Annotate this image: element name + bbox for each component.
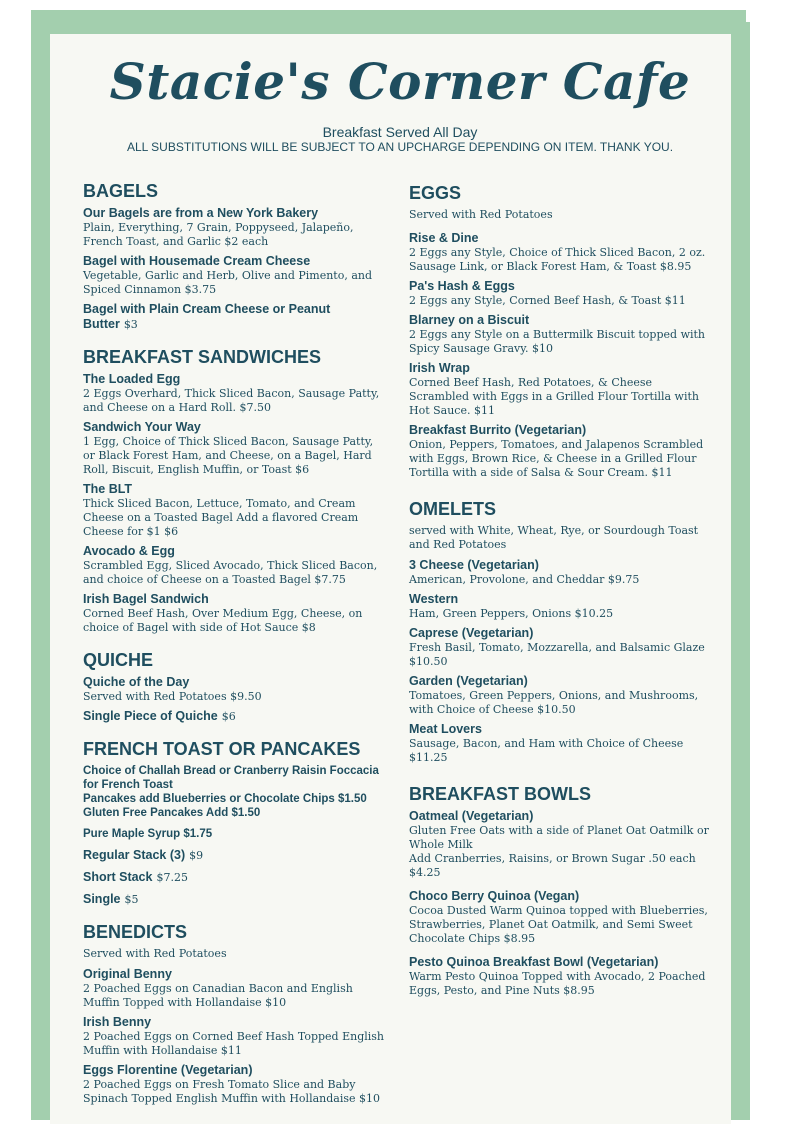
menu-item (409, 592, 709, 621)
section-title: QUICHE (83, 650, 154, 670)
section-title: BENEDICTS (83, 922, 188, 942)
item-desc: Sausage, Bacon, and Ham with Choice of Cheese $11.25 (409, 737, 684, 764)
french-toast-note: Pancakes add Blueberries or Chocolate Chips $1.50 (83, 793, 367, 805)
menu-item (409, 674, 709, 717)
item-name: Oatmeal (Vegetarian) (409, 809, 534, 823)
item-name: Irish Benny (83, 1015, 152, 1029)
substitution-notice: ALL SUBSTITUTIONS WILL BE SUBJECT TO AN UPCHARGE DEPENDING ON ITEM. THANK YOU. (126, 140, 674, 154)
item-name: Pesto Quinoa Breakfast Bowl (Vegetarian) (409, 955, 659, 969)
left-column (83, 180, 388, 1120)
item-name: 3 Cheese (Vegetarian) (409, 558, 539, 572)
section-breakfast-bowls (409, 783, 709, 998)
item-desc: Thick Sliced Bacon, Lettuce, Tomato, and Cream Cheese on a Toasted Bagel Add a flavored Cream Cheese for $1 $6 (83, 497, 359, 538)
item-name-text: Short Stack (83, 870, 153, 884)
section-title: BAGELS (83, 181, 159, 201)
item-desc: Fresh Basil, Tomato, Mozzarella, and Balsamic Glaze $10.50 (409, 641, 705, 668)
item-name: Rise & Dine (409, 231, 479, 245)
menu-item (83, 675, 388, 704)
menu-item (83, 592, 388, 635)
item-desc: 2 Poached Eggs on Fresh Tomato Slice and Baby Spinach Topped English Muffin with Hollandaise $10 (83, 1078, 380, 1105)
item-name: Western (409, 592, 459, 606)
menu-item (83, 254, 388, 297)
item-desc: Warm Pesto Quinoa Topped with Avocado, 2 Poached Eggs, Pesto, and Pine Nuts $8.95 (409, 970, 706, 997)
item-desc: 2 Eggs Overhard, Thick Sliced Bacon, Sausage Patty, and Cheese on a Hard Roll. $7.50 (83, 387, 380, 414)
item-desc: 2 Eggs any Style on a Buttermilk Biscuit topped with Spicy Sausage Gravy. $10 (409, 328, 706, 355)
menu-item (83, 1015, 388, 1058)
item-name: Eggs Florentine (Vegetarian) (83, 1063, 253, 1077)
right-column (409, 182, 709, 1012)
item-price: $9 (189, 849, 204, 862)
cafe-title: Stacie's Corner Cafe (109, 52, 691, 111)
menu-item (409, 313, 709, 356)
item-name: Caprese (Vegetarian) (409, 626, 534, 640)
menu-item (83, 420, 388, 477)
item-name: Choco Berry Quinoa (Vegan) (409, 889, 580, 903)
section-breakfast-sandwiches (83, 346, 388, 635)
menu-item (83, 709, 388, 724)
item-name: Breakfast Burrito (Vegetarian) (409, 423, 587, 437)
section-title: EGGS (409, 183, 462, 203)
item-name-text: Single Piece of Quiche (83, 709, 218, 723)
menu-item (83, 372, 388, 415)
menu-item (83, 544, 388, 587)
item-desc: Ham, Green Peppers, Onions $10.25 (409, 607, 614, 620)
item-desc: 2 Eggs any Style, Choice of Thick Sliced Bacon, 2 oz. Sausage Link, or Black Forest Ham, & Toast $8.95 (409, 246, 706, 273)
item-name (83, 709, 388, 724)
item-name: Bagel with Housemade Cream Cheese (83, 254, 311, 268)
menu-item (409, 809, 709, 880)
french-toast-note: Gluten Free Pancakes Add $1.50 (83, 807, 261, 819)
item-name: Avocado & Egg (83, 544, 175, 558)
menu-item (83, 967, 388, 1010)
item-name: The Loaded Egg (83, 372, 181, 386)
item-name: Irish Wrap (409, 361, 470, 375)
menu-item (83, 1063, 388, 1106)
item-desc: Served with Red Potatoes $9.50 (83, 690, 262, 703)
menu-item (409, 361, 709, 418)
menu-item (83, 870, 388, 885)
item-name: Meat Lovers (409, 722, 482, 736)
item-desc: Gluten Free Oats with a side of Planet Oat Oatmilk or Whole Milk (409, 824, 709, 851)
section-french-toast (83, 738, 388, 907)
syrup-addon: Pure Maple Syrup $1.75 (83, 828, 213, 840)
section-note: Served with Red Potatoes (409, 208, 553, 221)
menu-item (83, 482, 388, 539)
section-title: FRENCH TOAST OR PANCAKES (83, 739, 361, 759)
section-title: BREAKFAST BOWLS (409, 784, 591, 804)
item-name: Sandwich Your Way (83, 420, 201, 434)
border-notch (746, 10, 754, 22)
item-name: Original Benny (83, 967, 172, 981)
section-omelets (409, 498, 709, 765)
item-desc: Plain, Everything, 7 Grain, Poppyseed, Jalapeño, French Toast, and Garlic $2 each (83, 221, 354, 248)
item-desc: Onion, Peppers, Tomatoes, and Jalapenos Scrambled with Eggs, Brown Rice, & Cheese in a Grilled Flour Tortilla with a side of Salsa & Sour Cream. $11 (409, 438, 704, 479)
item-desc: Cocoa Dusted Warm Quinoa topped with Blueberries, Strawberries, Planet Oat Oatmilk, and Semi Sweet Chocolate Chips $8.95 (409, 904, 708, 945)
item-name: Our Bagels are from a New York Bakery (83, 206, 319, 220)
section-title: BREAKFAST SANDWICHES (83, 347, 322, 367)
menu-item (409, 423, 709, 480)
item-price: $7.25 (156, 871, 188, 884)
item-name-text: Bagel with Plain Cream Cheese or Peanut Butter (83, 302, 331, 331)
item-price: $3 (123, 318, 138, 331)
menu-item (83, 848, 388, 863)
item-desc: Vegetable, Garlic and Herb, Olive and Pimento, and Spiced Cinnamon $3.75 (83, 269, 373, 296)
menu-item (83, 206, 388, 249)
item-name: Blarney on a Biscuit (409, 313, 530, 327)
item-desc: 2 Eggs any Style, Corned Beef Hash, & Toast $11 (409, 294, 686, 307)
item-name: Garden (Vegetarian) (409, 674, 528, 688)
item-name-text: Regular Stack (3) (83, 848, 186, 862)
item-name (83, 302, 388, 332)
item-desc: Scrambled Egg, Sliced Avocado, Thick Sliced Bacon, and choice of Cheese on a Toasted Bagel $7.75 (83, 559, 378, 586)
item-name-text: Single (83, 892, 121, 906)
item-price: $6 (221, 710, 236, 723)
item-desc: Corned Beef Hash, Red Potatoes, & Cheese Scrambled with Eggs in a Grilled Flour Tortilla with Hot Sauce. $11 (409, 376, 699, 417)
menu-item (409, 889, 709, 946)
menu-item (409, 279, 709, 308)
menu-item (409, 955, 709, 998)
item-name: The BLT (83, 482, 133, 496)
item-name: Irish Bagel Sandwich (83, 592, 209, 606)
item-desc: 1 Egg, Choice of Thick Sliced Bacon, Sausage Patty, or Black Forest Ham, and Cheese, on a Bagel, Hard Roll, Biscuit, English Muffin, or Toast $6 (83, 435, 374, 476)
section-note: Served with Red Potatoes (83, 947, 227, 960)
item-desc: American, Provolone, and Cheddar $9.75 (409, 573, 640, 586)
section-benedicts (83, 921, 388, 1106)
french-toast-note: Choice of Challah Bread or Cranberry Raisin Foccacia for French Toast (83, 765, 379, 791)
menu-item (409, 558, 709, 587)
item-name: Quiche of the Day (83, 675, 190, 689)
item-desc: Tomatoes, Green Peppers, Onions, and Mushrooms, with Choice of Cheese $10.50 (409, 689, 699, 716)
item-desc-addon: Add Cranberries, Raisins, or Brown Sugar .50 each $4.25 (409, 852, 696, 879)
section-eggs (409, 182, 709, 480)
menu-item (409, 722, 709, 765)
item-name: Pa's Hash & Eggs (409, 279, 515, 293)
section-quiche (83, 649, 388, 724)
section-bagels (83, 180, 388, 332)
item-desc: Corned Beef Hash, Over Medium Egg, Cheese, on choice of Bagel with side of Hot Sauce $8 (83, 607, 363, 634)
menu-subtitle: Breakfast Served All Day (322, 124, 478, 140)
section-title: OMELETS (409, 499, 497, 519)
item-desc: 2 Poached Eggs on Canadian Bacon and English Muffin Topped with Hollandaise $10 (83, 982, 353, 1009)
item-desc: 2 Poached Eggs on Corned Beef Hash Topped English Muffin with Hollandaise $11 (83, 1030, 385, 1057)
menu-item (409, 626, 709, 669)
menu-item (409, 231, 709, 274)
menu-item (83, 302, 388, 332)
section-note: served with White, Wheat, Rye, or Sourdough Toast and Red Potatoes (409, 524, 699, 551)
menu-item (83, 892, 388, 907)
item-price: $5 (124, 893, 139, 906)
